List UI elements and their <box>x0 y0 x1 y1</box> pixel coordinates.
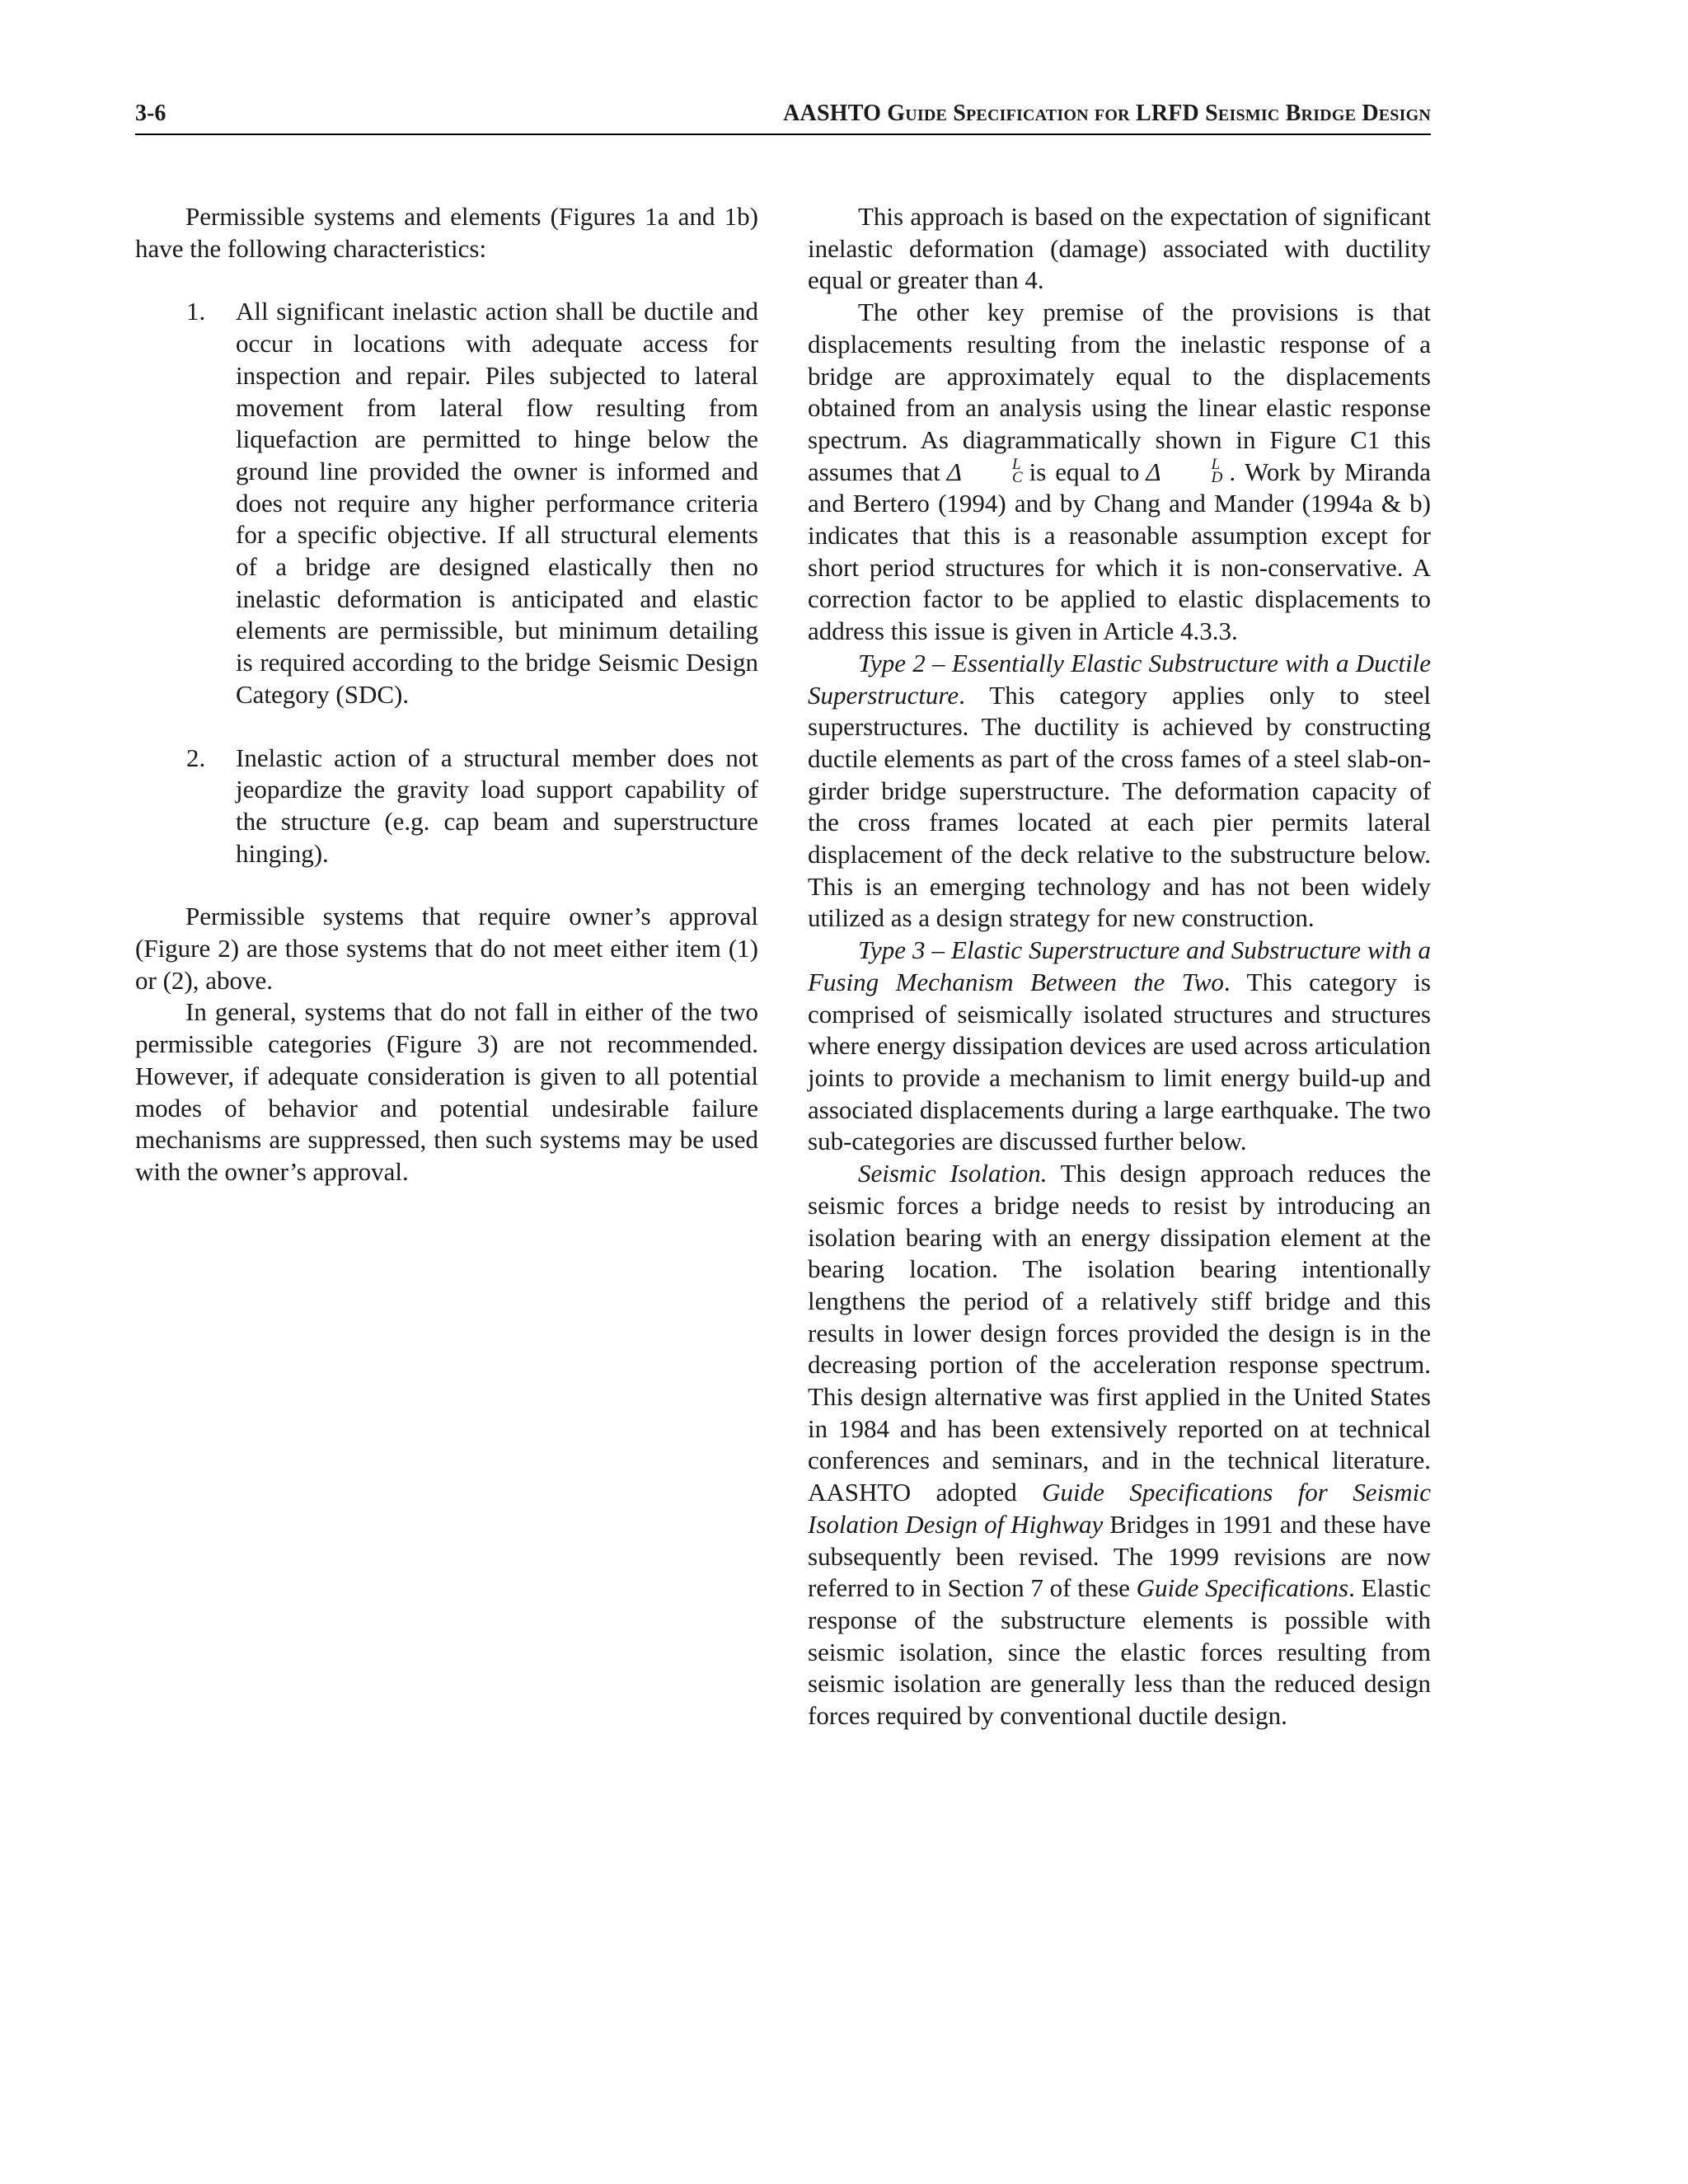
list-item-text: Inelastic action of a structural member does not jeopardize the gravity load support capability of the structure (e.g. cap beam and superstructure hinging). <box>236 743 758 868</box>
approval-paragraph: Permissible systems that require owner’s approval (Figure 2) are those systems that do not meet either item (1) or (2), above. <box>135 902 758 995</box>
isolation-title: Seismic Isolation. <box>858 1159 1048 1188</box>
right-column <box>808 201 1431 1732</box>
page-header <box>135 97 1431 135</box>
list-item-number: 2. <box>186 743 206 772</box>
delta-d-symbol: Δ L D <box>1146 455 1223 486</box>
characteristics-list <box>135 296 758 869</box>
premise-paragraph: The other key premise of the provisions is that displacements resulting from the inelastic response of a bridge are approximately equal to the displacements obtained from an analysis using the linear elastic response spectrum. As diagrammatically shown in Figure C1 this assumes that Δ L C is equal to Δ L D . Work by Miranda and Bertero (1994) and by Chang and Mander (1994a & b) indicates that this is a reasonable assumption except for short period structures for which it is non-conservative. A correction factor to be applied to elastic displacements to address this issue is given in Article 4.3.3. <box>808 298 1432 646</box>
delta-c-symbol: Δ L C <box>946 455 1023 486</box>
list-item <box>135 296 758 710</box>
list-item-number: 1. <box>186 297 206 326</box>
type3-title: Type 3 – Elastic Superstructure and Substructure with a Fusing Mechanism Between the Two <box>808 935 1431 996</box>
type3-paragraph: Type 3 – Elastic Superstructure and Substructure with a Fusing Mechanism Between the Two. This category is comprised of seismically isolated structures and structures where energy dissipation devices are used across articulation joints to provide a mechanism to limit energy build-up and associated displacements during a large earthquake. The two sub-categories are discussed further below. <box>808 935 1431 1156</box>
running-head: AASHTO Guide Specification for LRFD Seismic Bridge Design <box>783 101 1431 126</box>
type2-title: Type 2 – Essentially Elastic Substructure with a Ductile Superstructure <box>808 648 1431 710</box>
general-paragraph: In general, systems that do not fall in either of the two permissible categories (Figure 3) are not recommended. However, if adequate consideration is given to all potential modes of behavior and potential undesirable failure mechanisms are suppressed, then such systems may be used with the owner’s approval. <box>135 997 758 1186</box>
page-number: 3-6 <box>135 101 166 126</box>
list-item-text: All significant inelastic action shall be ductile and occur in locations with adequate access for inspection and repair. Piles subjected to lateral movement from lateral flow resulting from liquefaction are permitted to hinge below the ground line provided the owner is informed and does not require any higher performance criteria for a specific objective. If all structural elements of a bridge are designed elastically then no inelastic deformation is anticipated and elastic elements are permissible, but minimum detailing is required according to the bridge Seismic Design Category (SDC). <box>236 297 758 709</box>
intro-paragraph: Permissible systems and elements (Figures 1a and 1b) have the following characteristics: <box>135 202 758 263</box>
left-column <box>135 201 758 1188</box>
isolation-paragraph: Seismic Isolation. This design approach reduces the seismic forces a bridge needs to resist by introducing an isolation bearing with an energy dissipation element at the bearing location. The isolation bearing intentionally lengthens the period of a relatively stiff bridge and this results in lower design forces provided the design is in the decreasing portion of the acceleration response spectrum. This design alternative was first applied in the United States in 1984 and has been extensively reported on at technical conferences and seminars, and in the technical literature. AASHTO adopted Guide Specifications for Seismic Isolation Design of Highway Bridges in 1991 and these have subsequently been revised. The 1999 revisions are now referred to in Section 7 of these Guide Specifications. Elastic response of the substructure elements is possible with seismic isolation, since the elastic forces resulting from seismic isolation are generally less than the reduced design forces required by conventional ductile design. <box>808 1159 1432 1731</box>
type2-paragraph: Type 2 – Essentially Elastic Substructure with a Ductile Superstructure. This category applies only to steel superstructures. The ductility is achieved by constructing ductile elements as part of the cross fames of a steel slab-on-girder bridge superstructure. The deformation capacity of the cross frames located at each pier permits lateral displacement of the deck relative to the substructure below. This is an emerging technology and has not been widely utilized as a design strategy for new construction. <box>808 648 1431 933</box>
list-item <box>135 743 758 870</box>
approach-paragraph: This approach is based on the expectation of significant inelastic deformation (damage) associated with ductility equal or greater than 4. <box>808 202 1431 295</box>
